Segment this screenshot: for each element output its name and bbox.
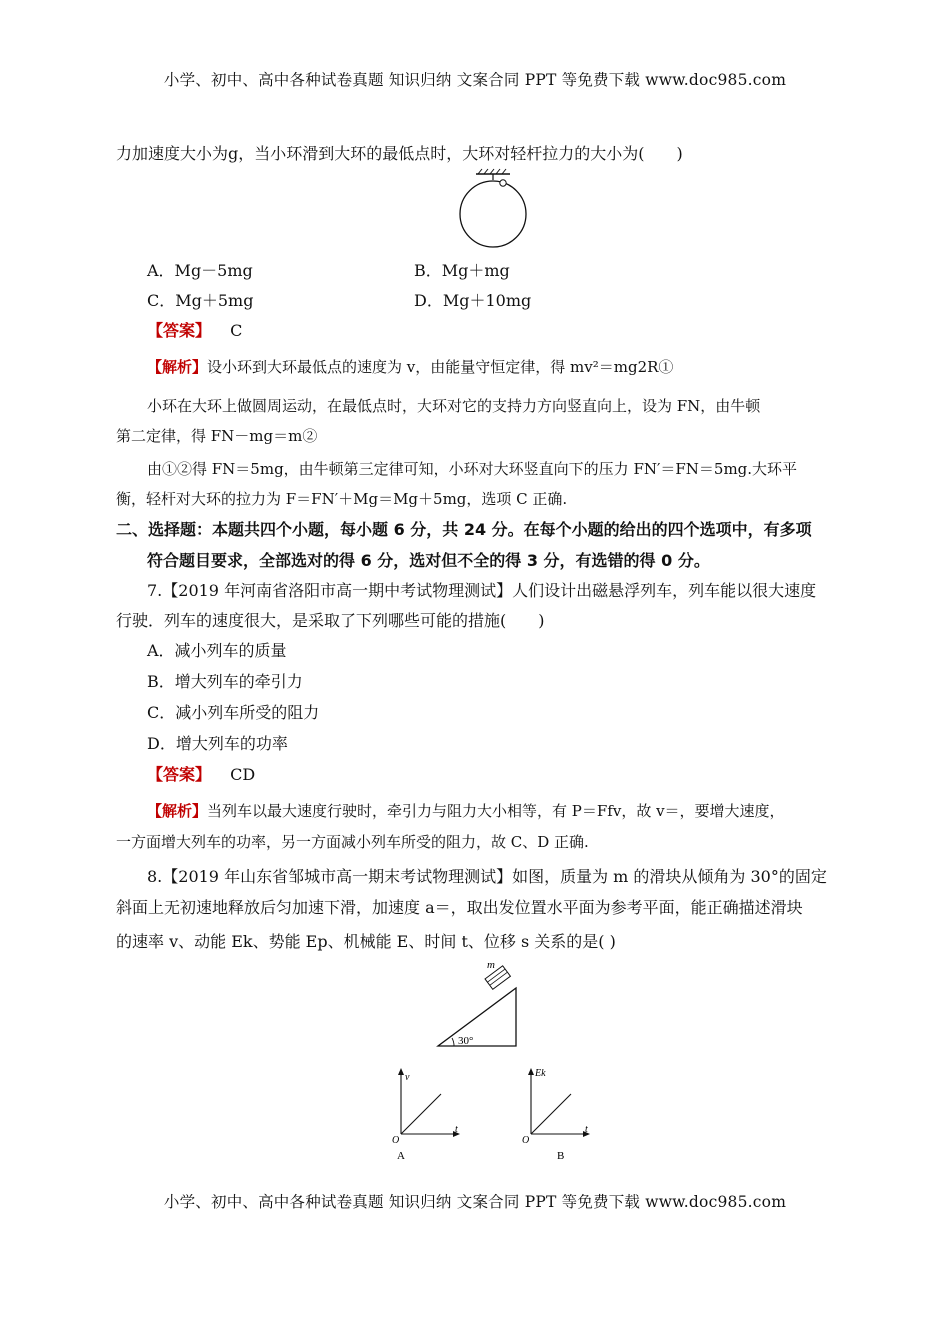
q7-answer: 【答案】 CD: [147, 765, 256, 784]
q7-option-b: B．增大列车的牵引力: [147, 672, 303, 691]
graph-a: [385, 1066, 465, 1162]
page-footer: 小学、初中、高中各种试卷真题 知识归纳 文案合同 PPT 等免费下载 www.doc985.com: [163, 1193, 787, 1211]
q6-option-a: A．Mg－5mg: [147, 261, 253, 280]
incline-figure: [430, 960, 530, 1052]
page-header: 小学、初中、高中各种试卷真题 知识归纳 文案合同 PPT 等免费下载 www.doc985.com: [163, 71, 787, 89]
q6-option-c: C．Mg＋5mg: [147, 291, 254, 310]
graph-a-x-label: t: [455, 1124, 458, 1135]
q7-option-c: C．减小列车所受的阻力: [147, 703, 320, 722]
q8-stem-1: 8.【2019 年山东省邹城市高一期末考试物理测试】如图，质量为 m 的滑块从倾角为 30°的固定: [147, 867, 827, 886]
mass-label: m: [487, 960, 495, 971]
q6-option-b: B．Mg＋mg: [414, 261, 510, 280]
graph-b-y-label: Ek: [535, 1068, 546, 1079]
answer-value: C: [230, 321, 243, 340]
graph-b-origin: O: [522, 1135, 530, 1146]
q6-stem: 力加速度大小为g，当小环滑到大环的最低点时，大环对轻杆拉力的大小为( ): [116, 144, 683, 163]
q6-answer: [147, 320, 242, 342]
graph-b-x-label: t: [585, 1124, 588, 1135]
q6-analysis-line-2: 小环在大环上做圆周运动，在最低点时，大环对它的支持力方向竖直向上，设为 FN，由牛顿: [147, 397, 761, 415]
q6-analysis-line-1: 【解析】设小环到大环最低点的速度为 v，由能量守恒定律，得 mv²＝mg2R①: [147, 358, 674, 376]
q6-analysis-line-4: 由①②得 FN＝5mg，由牛顿第三定律可知，小环对大环竖直向下的压力 FN′＝FN＝5mg.大环平: [147, 460, 798, 478]
q6-analysis-line-3: 第二定律，得 FN－mg＝m②: [116, 427, 318, 445]
q7-analysis-line-1: 【解析】当列车以最大速度行驶时，牵引力与阻力大小相等，有 P＝Ffv，故 v＝，要增大速度，: [147, 802, 785, 820]
q7-stem-1: 7.【2019 年河南省洛阳市高一期中考试物理测试】人们设计出磁悬浮列车，列车能以很大速度: [147, 581, 817, 600]
graph-a-origin: O: [392, 1135, 400, 1146]
analysis-label: 【解析】: [147, 358, 208, 376]
ring-figure: [448, 168, 538, 258]
q8-stem-2: 斜面上无初速地释放后匀加速下滑，加速度 a＝，取出发位置水平面为参考平面，能正确描述滑块: [116, 898, 803, 917]
answer-label: 【答案】: [147, 321, 212, 340]
angle-label: 30°: [458, 1035, 474, 1047]
graph-b: [515, 1066, 595, 1162]
section2-heading-2: 符合题目要求，全部选对的得 6 分，选对但不全的得 3 分，有选错的得 0 分。: [147, 551, 710, 570]
q6-analysis-line-5: 衡，轻杆对大环的拉力为 F＝FN′＋Mg＝Mg＋5mg，选项 C 正确.: [116, 490, 568, 508]
graph-b-label: B: [557, 1150, 565, 1162]
graph-a-label: A: [397, 1150, 405, 1162]
section2-heading-1: 二、选择题：本题共四个小题，每小题 6 分，共 24 分。在每个小题的给出的四个选项中，有多项: [116, 520, 812, 539]
q7-option-d: D．增大列车的功率: [147, 734, 288, 753]
q7-option-a: A．减小列车的质量: [147, 641, 287, 660]
q7-analysis-line-2: 一方面增大列车的功率，另一方面减小列车所受的阻力，故 C、D 正确.: [116, 833, 589, 851]
q6-option-d: D．Mg＋10mg: [414, 291, 532, 310]
graph-a-y-label: v: [405, 1072, 410, 1083]
q7-stem-2: 行驶．列车的速度很大，是采取了下列哪些可能的措施( ): [116, 611, 545, 630]
q8-stem-3: 的速率 v、动能 Ek、势能 Ep、机械能 E、时间 t、位移 s 关系的是( ): [116, 932, 616, 951]
